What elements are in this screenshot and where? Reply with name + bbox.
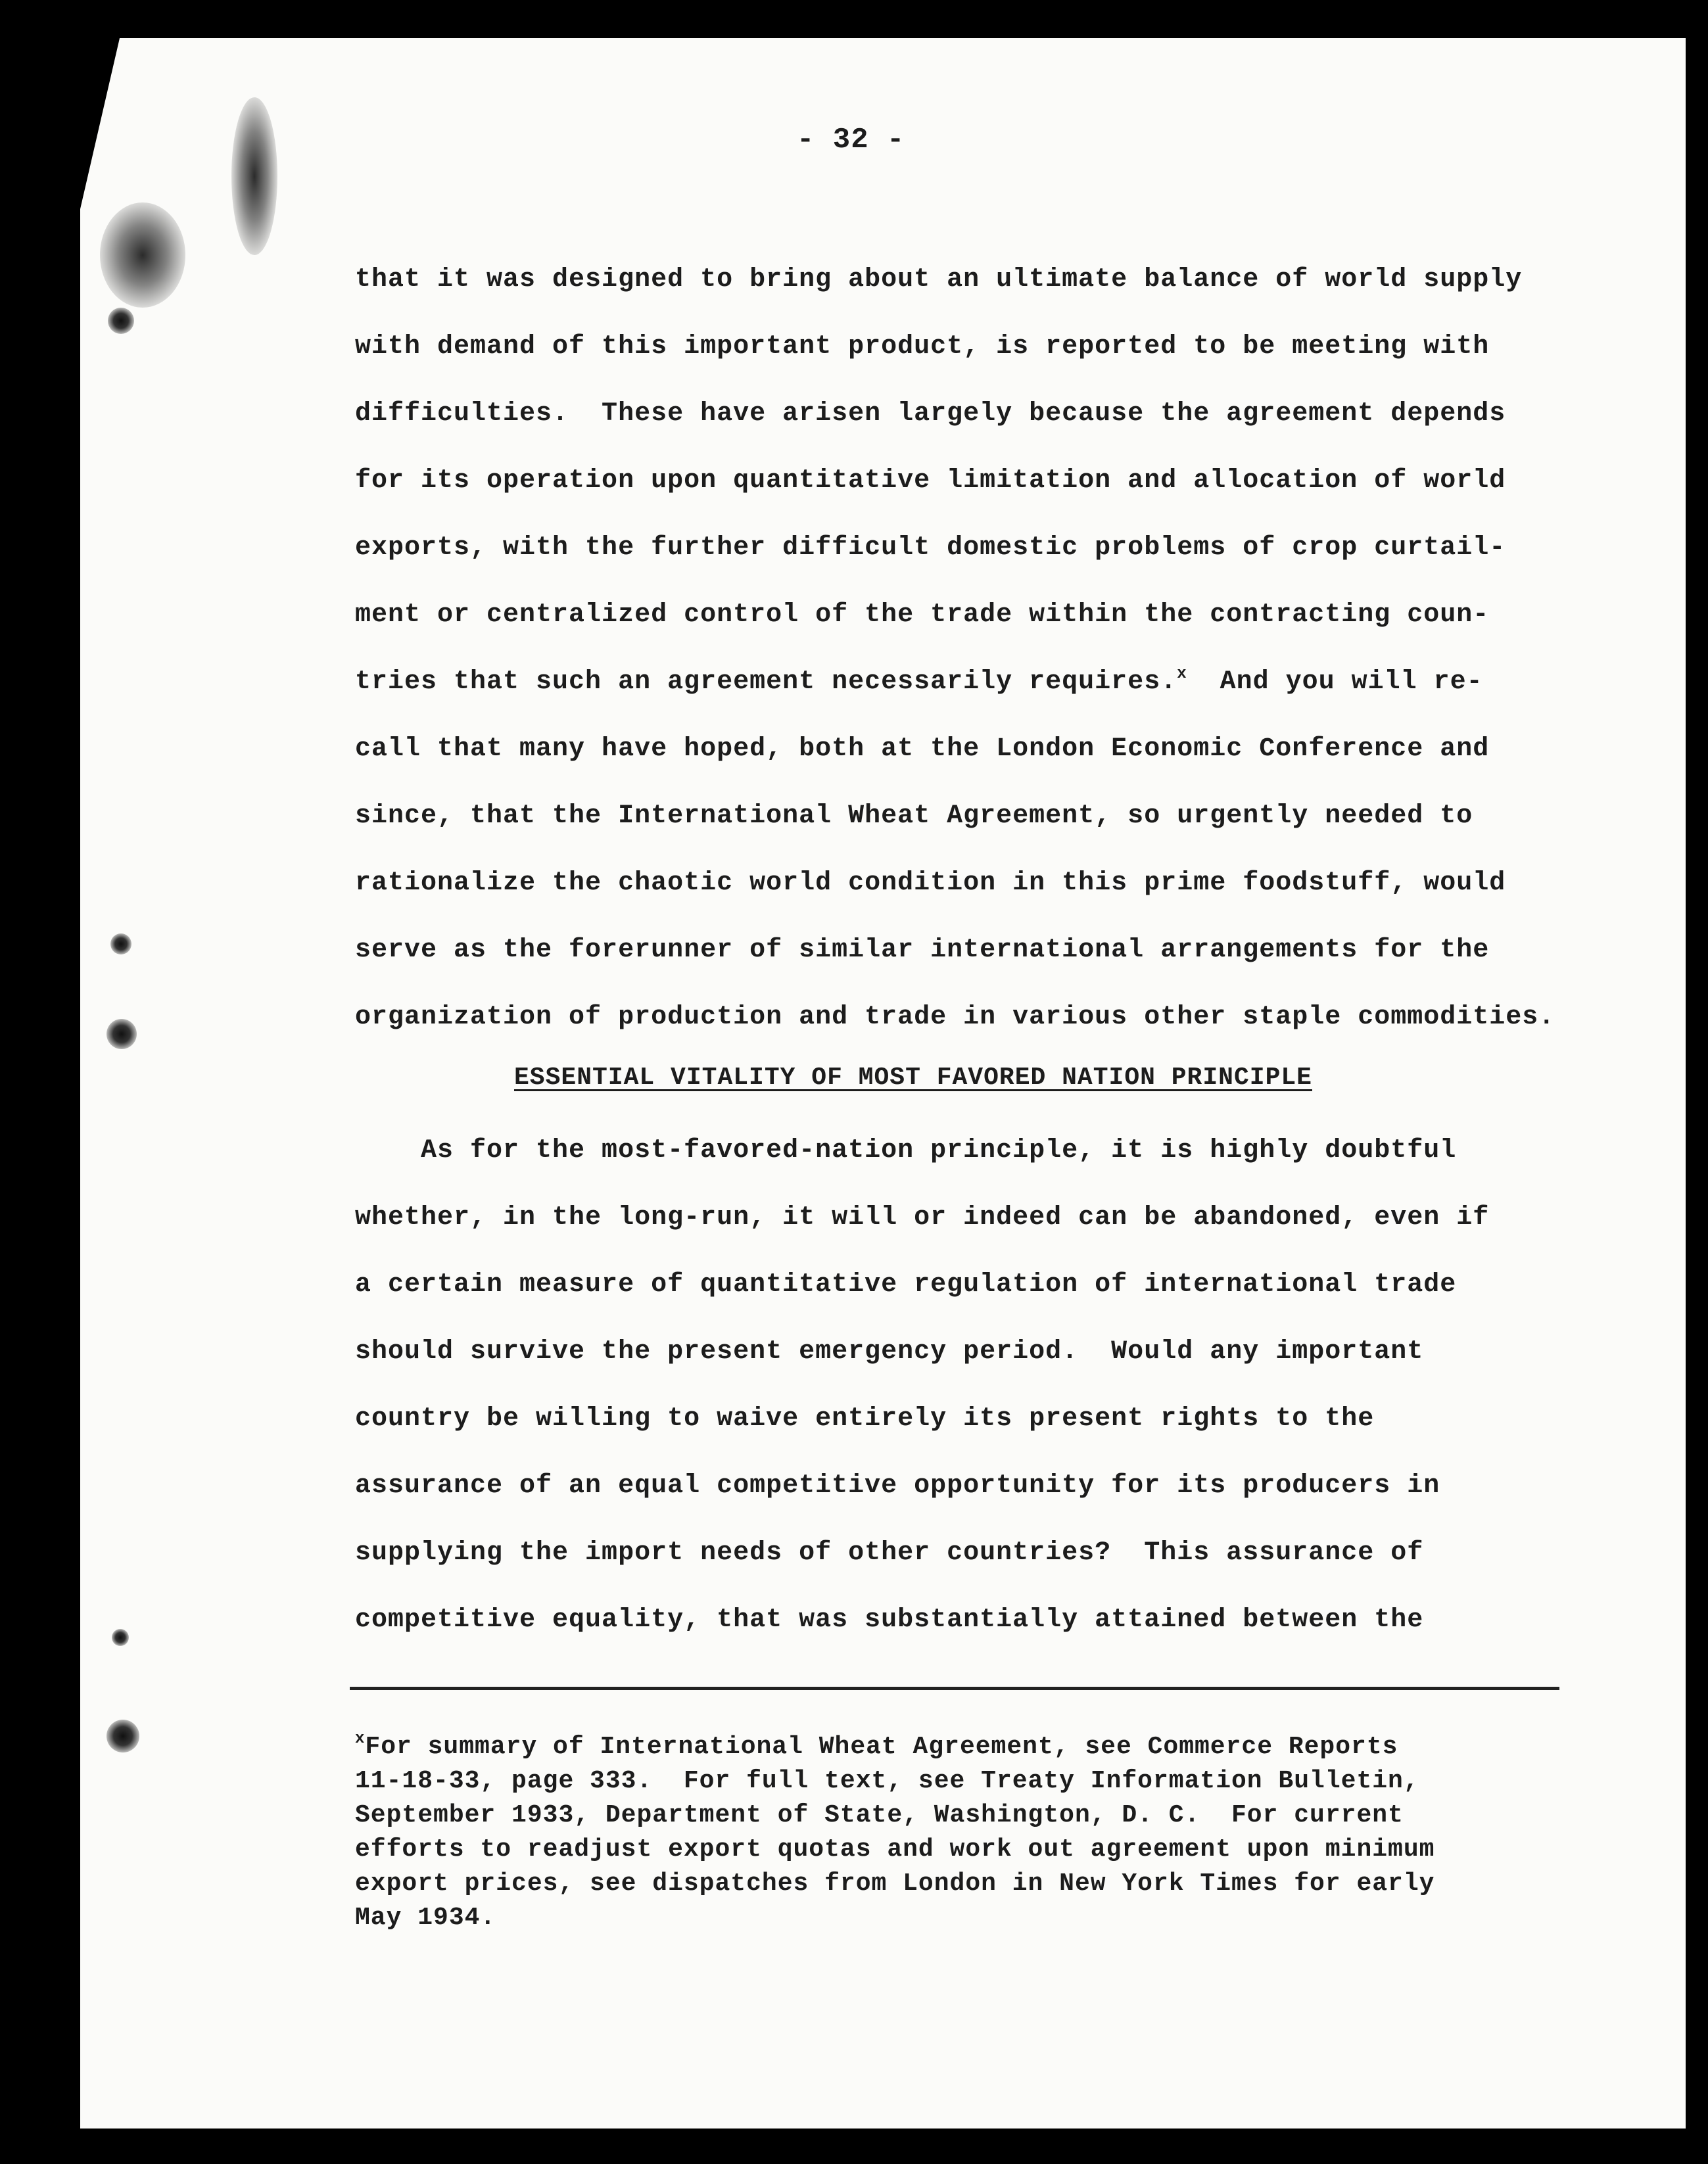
punch-hole-mark	[108, 308, 134, 334]
punch-hole-mark	[107, 1019, 137, 1049]
footnote-text: For summary of International Wheat Agreement, see Commerce Reports	[365, 1733, 1398, 1761]
punch-hole-mark	[110, 933, 131, 954]
body-line: serve as the forerunner of similar international arrangements for the	[355, 935, 1490, 965]
body-line: assurance of an equal competitive opportunity for its producers in	[355, 1471, 1440, 1501]
footnote-line	[355, 1730, 1398, 1761]
footnote-line: 11-18-33, page 333. For full text, see Treaty Information Bulletin,	[355, 1767, 1419, 1795]
body-line: should survive the present emergency period. Would any important	[355, 1337, 1424, 1367]
footnote-divider	[350, 1687, 1559, 1690]
footnote-line: May 1934.	[355, 1904, 496, 1932]
body-line: with demand of this important product, is reported to be meeting with	[355, 332, 1490, 362]
body-line: organization of production and trade in various other staple commodities.	[355, 1002, 1555, 1032]
body-line: since, that the International Wheat Agreement, so urgently needed to	[355, 801, 1473, 831]
body-line: ment or centralized control of the trade within the contracting coun-	[355, 600, 1490, 630]
body-line: supplying the import needs of other countries? This assurance of	[355, 1538, 1424, 1568]
body-line: whether, in the long-run, it will or indeed can be abandoned, even if	[355, 1203, 1490, 1233]
footnote-line: export prices, see dispatches from London in New York Times for early	[355, 1870, 1435, 1898]
body-line-text: tries that such an agreement necessarily requires.	[355, 667, 1177, 697]
footnote-marker: x	[355, 1730, 366, 1748]
punch-hole-mark	[107, 1720, 139, 1752]
margin-smudge	[231, 97, 277, 255]
body-line-continuation: And you will re-	[1187, 667, 1483, 697]
body-line: difficulties. These have arisen largely because the agreement depends	[355, 399, 1506, 429]
body-line: As for the most-favored-nation principle, it is highly doubtful	[355, 1136, 1457, 1165]
section-heading: ESSENTIAL VITALITY OF MOST FAVORED NATION PRINCIPLE	[514, 1064, 1312, 1092]
punch-hole-mark	[112, 1629, 129, 1646]
page-number: - 32 -	[797, 124, 905, 156]
footnote-reference: x	[1177, 665, 1187, 683]
footnote-line: September 1933, Department of State, Washington, D. C. For current	[355, 1801, 1404, 1829]
document-page	[80, 38, 1686, 2129]
body-line: country be willing to waive entirely its present rights to the	[355, 1404, 1375, 1434]
body-line: exports, with the further difficult domestic problems of crop curtail-	[355, 533, 1506, 563]
body-line: call that many have hoped, both at the London Economic Conference and	[355, 734, 1490, 764]
torn-corner	[80, 38, 120, 209]
footnote-line: efforts to readjust export quotas and work out agreement upon minimum	[355, 1835, 1435, 1864]
body-line: competitive equality, that was substantially attained between the	[355, 1605, 1424, 1635]
margin-smudge	[100, 202, 185, 308]
body-line: a certain measure of quantitative regulation of international trade	[355, 1270, 1457, 1300]
body-line: for its operation upon quantitative limitation and allocation of world	[355, 466, 1506, 496]
body-line: rationalize the chaotic world condition in this prime foodstuff, would	[355, 868, 1506, 898]
body-line-with-footnote-ref	[355, 667, 1483, 697]
body-line: that it was designed to bring about an ultimate balance of world supply	[355, 265, 1523, 294]
